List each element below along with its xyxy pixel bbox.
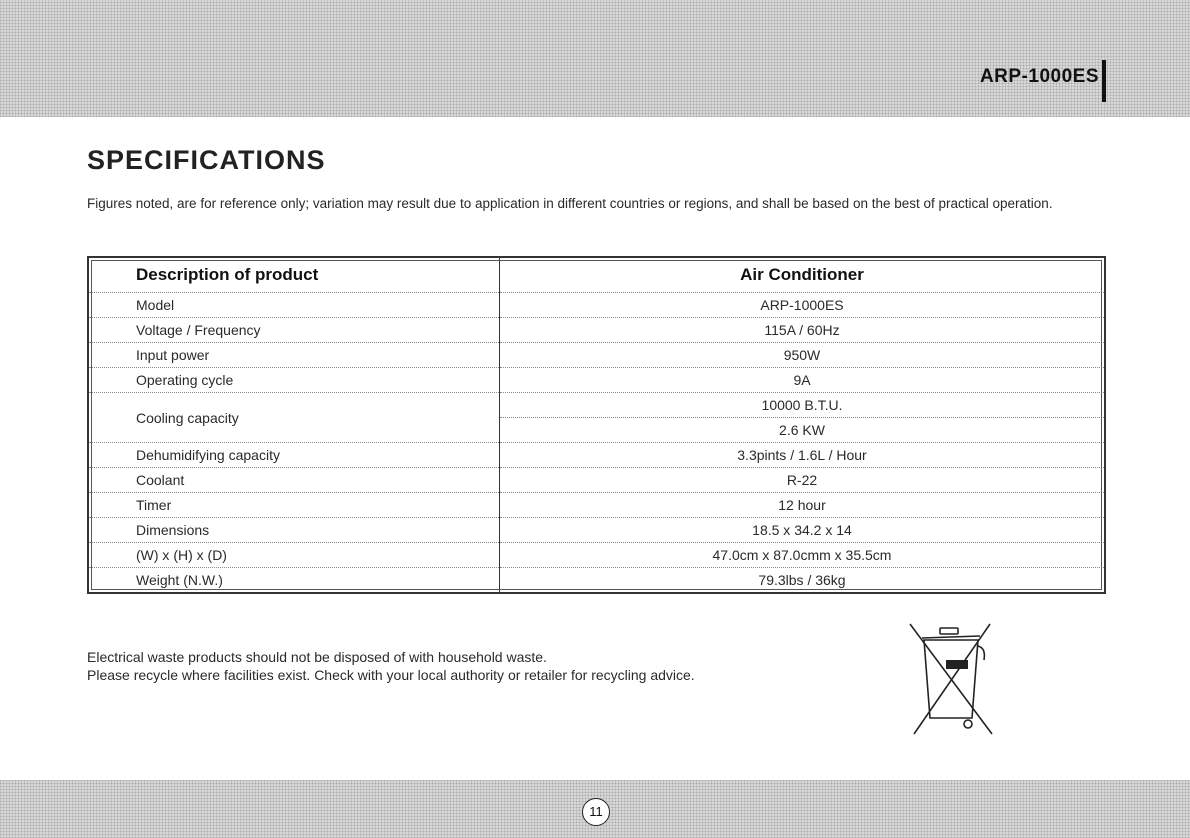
row-value: 115A / 60Hz [500,318,1106,343]
table-row [88,318,1105,343]
table-row [88,518,1105,543]
header-model-code: ARP-1000ES [979,66,1099,87]
row-label: Coolant [88,468,500,493]
crossed-out-bin-icon [900,620,1000,738]
row-label: Cooling capacity [88,393,500,443]
row-label: Input power [88,343,500,368]
row-label: Model [88,293,500,318]
row-value: 10000 B.T.U. [500,393,1106,418]
row-label: Timer [88,493,500,518]
header-bar [1102,60,1106,102]
row-label: Dehumidifying capacity [88,443,500,468]
row-value: 9A [500,368,1106,393]
header-value: Air Conditioner [500,257,1106,293]
row-label: (W) x (H) x (D) [88,543,500,568]
disposal-notice [87,648,695,684]
table-row [88,393,1105,418]
header-band [0,0,1190,117]
disposal-line: Please recycle where facilities exist. Check with your local authority or retailer for recycling advice. [87,667,695,683]
row-value: 3.3pints / 1.6L / Hour [500,443,1106,468]
table-row [88,493,1105,518]
table-row [88,368,1105,393]
row-value: 79.3lbs / 36kg [758,572,846,588]
header-label: Description of product [88,257,500,293]
row-label: Dimensions [88,518,500,543]
table-row [88,443,1105,468]
table-header-row [88,257,1105,293]
spec-table [87,256,1106,594]
table-row [88,293,1105,318]
row-value: 47.0cm x 87.0cmm x 35.5cm [500,543,1106,568]
row-value: R-22 [500,468,1106,493]
intro-text: Figures noted, are for reference only; variation may result due to application in different countries or regions, and shall be based on the best of practical operation. [87,196,1053,211]
page-number: 11 [582,798,610,826]
row-value: 2.6 KW [500,418,1106,443]
row-value: ARP-1000ES [500,293,1106,318]
row-value: 950W [500,343,1106,368]
row-label: Weight (N.W.) [88,568,500,594]
disposal-line: Electrical waste products should not be disposed of with household waste. [87,649,547,665]
row-label: Voltage / Frequency [88,318,500,343]
row-value: 12 hour [500,493,1106,518]
row-value: 18.5 x 34.2 x 14 [500,518,1106,543]
table-row [88,543,1105,568]
table-row [88,468,1105,493]
row-label: Operating cycle [88,368,500,393]
table-row [88,343,1105,368]
page-title: SPECIFICATIONS [87,145,326,175]
table-row [88,568,1105,594]
